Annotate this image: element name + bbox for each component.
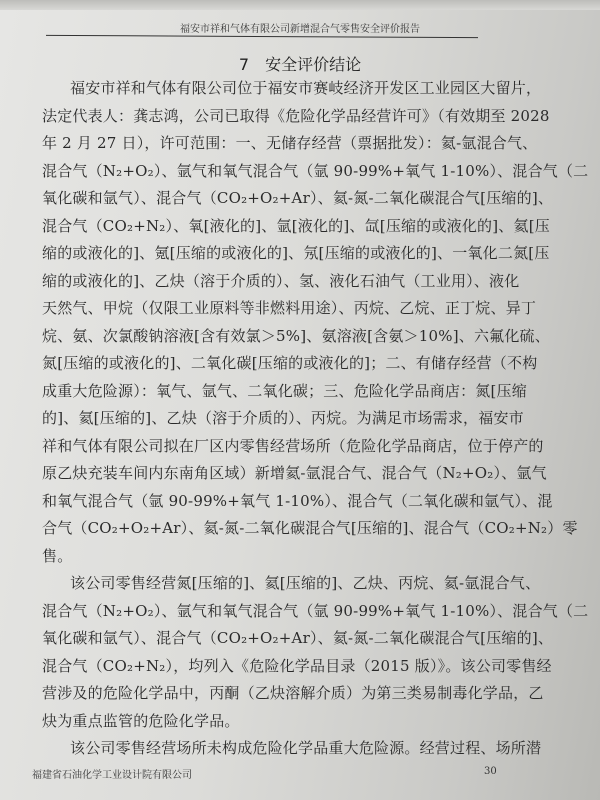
text-line: 混合气（N₂+O₂）、氩气和氧气混合气（氩 90-99%+氧气 1-10%）、混合气（二 [42, 161, 589, 180]
text-line: 天然气、甲烷（仅限工业原料等非燃料用途）、丙烷、乙烷、正丁烷、异丁 [42, 299, 537, 317]
section-title: 7 安全评价结论 [238, 55, 362, 74]
text-line: 原乙炔充装车间内东南角区域）新增氦-氩混合气、混合气（N₂+O₂）、氩气 [42, 464, 547, 482]
running-header: 福安市祥和气体有限公司新增混合气零售安全评价报告 [180, 24, 420, 35]
text-line: 营涉及的危险化学品中，丙酮（乙炔溶解介质）为第三类易制毒化学品，乙 [42, 684, 544, 702]
text-line: 烷、氨、次氯酸钠溶液[含有效氯＞5%]、氨溶液[含氨＞10%]、六氟化硫、 [42, 326, 550, 345]
text-line: 混合气（CO₂+N₂），均列入《危险化学品目录（2015 版）》。该公司零售经 [42, 656, 552, 675]
page-edge [0, 0, 600, 10]
text-line: 混合气（N₂+O₂）、氩气和氧气混合气（氩 90-99%+氧气 1-10%）、混合气（二 [42, 601, 589, 620]
text-line: 年 2 月 27 日），许可范围：一、无储存经营（票据批发）：氦-氩混合气、 [42, 134, 538, 152]
text-line: 的]、氦[压缩的]、乙炔（溶于介质的）、丙烷。为满足市场需求，福安市 [42, 409, 524, 427]
text-line: 福安市祥和气体有限公司位于福安市赛岐经济开发区工业园区大留片， [70, 79, 542, 97]
page-number: 30 [484, 766, 497, 777]
text-line: 氧化碳和氩气）、混合气（CO₂+O₂+Ar）、氦-氮-二氧化碳混合气[压缩的]、 [42, 629, 554, 647]
text-line: 祥和气体有限公司拟在厂区内零售经营场所（危险化学品商店，位于停产的 [42, 436, 544, 455]
text-line: 法定代表人：龚志鸿，公司已取得《危险化学品经营许可》（有效期至 2028 [42, 106, 550, 125]
text-line: 缩的或液化的]、乙炔（溶于介质的）、氢、液化石油气（工业用）、液化 [42, 271, 520, 290]
text-line: 售。 [42, 546, 73, 565]
text-line: 混合气（CO₂+N₂）、氧[液化的]、氩[液化的]、氙[压缩的或液化的]、氦[压 [42, 216, 550, 235]
text-line: 氮[压缩的或液化的]、二氧化碳[压缩的或液化的]；二、有储存经营（不构 [42, 354, 538, 372]
footer-company: 福建省石油化学工业设计院有限公司 [32, 770, 192, 781]
text-line: 成重大危险源）：氧气、氩气、二氧化碳；三、危险化学品商店：氮[压缩 [42, 381, 527, 400]
text-line: 该公司零售经营氮[压缩的]、氦[压缩的]、乙炔、丙烷、氦-氩混合气、 [70, 574, 541, 592]
header-rule [46, 35, 478, 38]
text-line: 和氧气混合气（氩 90-99%+氧气 1-10%）、混合气（二氧化碳和氩气）、混 [42, 491, 553, 510]
text-line: 合气（CO₂+O₂+Ar）、氦-氮-二氧化碳混合气[压缩的]、混合气（CO₂+N₂）零 [42, 519, 578, 537]
text-line: 氧化碳和氩气）、混合气（CO₂+O₂+Ar）、氦-氮-二氧化碳混合气[压缩的]、 [42, 189, 554, 207]
text-line: 缩的或液化的]、氪[压缩的或液化的]、氖[压缩的或液化的]、一氧化二氮[压 [42, 244, 550, 262]
text-line: 炔为重点监管的危险化学品。 [42, 711, 240, 730]
text-line: 该公司零售经营场所未构成危险化学品重大危险源。经营过程、场所潜 [70, 739, 542, 757]
